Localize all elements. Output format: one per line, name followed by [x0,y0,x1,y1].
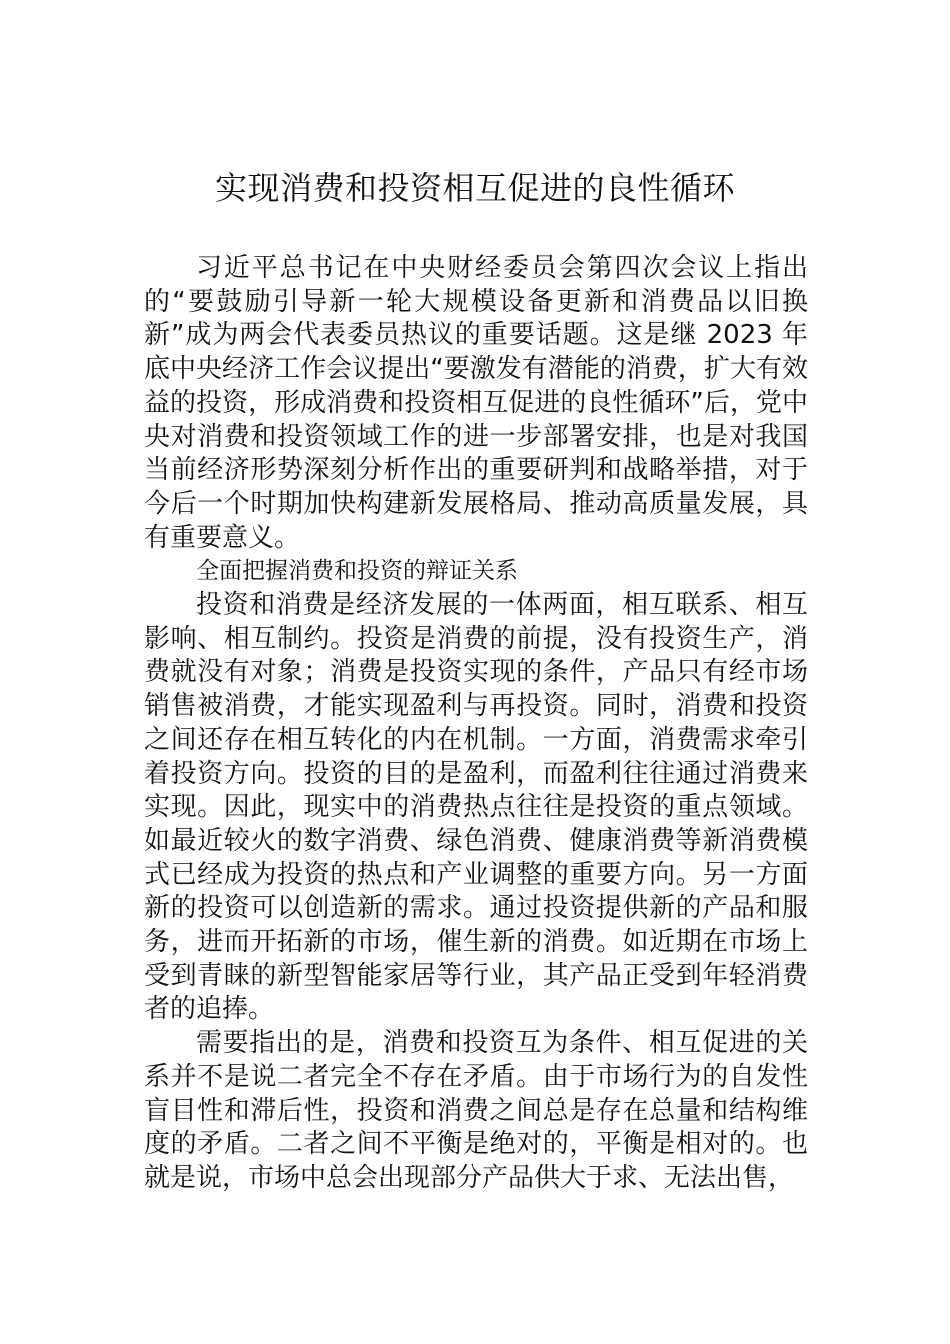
document-title: 实现消费和投资相互促进的良性循环 [214,169,735,207]
paragraph-intro: 习近平总书记在中央财经委员会第四次会议上指出的“要鼓励引导新一轮大规模设备更新和消费品以旧换新”成为两会代表委员热议的重要话题。这是继 2023 年底中央经济工作会议提出“要激发有潜能的消费，扩大有效益的投资，形成消费和投资相互促进的良性循环”后，党中央对消费和投资领域工作的进一步部署安排，也是对我国当前经济形势深刻分析作出的重要研判和战略举措，对于今后一个时期加快构建新发展格局、推动高质量发展，具有重要意义。 [144,253,808,553]
paragraph-contradiction: 需要指出的是，消费和投资互为条件、相互促进的关系并不是说二者完全不存在矛盾。由于市场行为的自发性盲目性和滞后性，投资和消费之间总是存在总量和结构维度的矛盾。二者之间不平衡是绝对的，平衡是相对的。也就是说，市场中总会出现部分产品供大于求、无法出售， [144,1028,808,1193]
section-heading: 全面把握消费和投资的辩证关系 [196,558,518,585]
document-body [144,252,808,1196]
paragraph-relationship: 投资和消费是经济发展的一体两面，相互联系、相互影响、相互制约。投资是消费的前提，没有投资生产，消费就没有对象；消费是投资实现的条件，产品只有经市场销售被消费，才能实现盈利与再投资。同时，消费和投资之间还存在相互转化的内在机制。一方面，消费需求牵引着投资方向。投资的目的是盈利，而盈利往往通过消费来实现。因此，现实中的消费热点往往是投资的重点领域。如最近较火的数字消费、绿色消费、健康消费等新消费模式已经成为投资的热点和产业调整的重要方向。另一方面新的投资可以创造新的需求。通过投资提供新的产品和服务，进而开拓新的市场，催生新的消费。如近期在市场上受到青睐的新型智能家居等行业，其产品正受到年轻消费者的追捧。 [144,590,808,1025]
